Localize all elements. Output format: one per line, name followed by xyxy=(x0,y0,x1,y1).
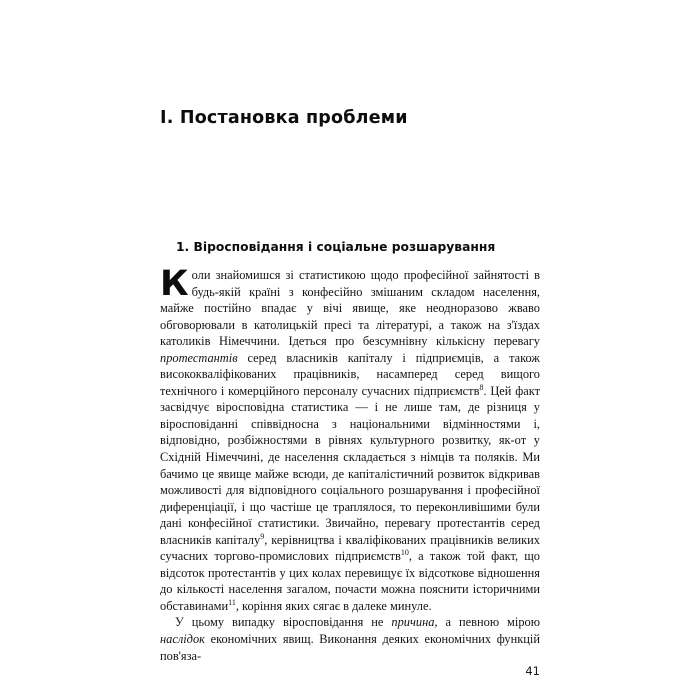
p1-text-a: оли знайомишся зі статистикою щодо професійної зайнятості в будь-якій країні з конфесійно змішаним складом населення, майже постійно впадає у вічі явище, яке неодноразово жваво обговорювали в католицькій пресі та літературі, а також на з'їздах католиків Німеччини. Ідеться про безсумнівну кількісну перевагу xyxy=(160,268,540,349)
p1-italic-1: протестантів xyxy=(160,350,238,365)
footnote-ref-11: 11 xyxy=(228,597,236,607)
p2-italic-2: наслідок xyxy=(160,632,205,647)
body-text xyxy=(160,264,541,664)
footnote-ref-8: 8 xyxy=(479,382,484,392)
page-number: 41 xyxy=(525,664,540,678)
p1-text-d: , керівництва і кваліфікованих працівників великих сучасних торгово-промислових підприємств xyxy=(160,532,541,564)
p1-text-c: . Цей факт засвідчує віросповідна статистика — і не лише там, де різниця у віросповіданні співвідносна з національними відмінностями і, відповідно, розбіжностями в рівнях культурного розвитку, як-от у Східній Німеччині, де населення складається з німців та поляків. Ми бачимо це явище майже всюди, де капіталістичний розвиток відкривав можливості для відповідного соціального розшарування і професійної диференціації, і що частіше це траплялося, то переконливішими були дані конфесійної статистики. Звичайно, перевагу протестантів серед власників капіталу xyxy=(160,383,541,547)
footnote-ref-9: 9 xyxy=(260,531,265,541)
paragraph-1 xyxy=(160,264,541,614)
paragraph-2 xyxy=(160,614,540,664)
p2-text-b: , а певною мірою xyxy=(434,615,540,630)
page-content xyxy=(160,0,540,664)
p2-text-a: У цьому випадку віросповідання не xyxy=(175,615,392,630)
chapter-title: I. Постановка проблеми xyxy=(160,108,408,128)
p1-text-e: , а також той факт, що відсоток протестантів у цих колах перевищує їх відсоткове відношення до кількості населення загалом, почасти можна пояснити історичними обставинами xyxy=(160,549,540,613)
drop-cap: К xyxy=(160,264,189,304)
p2-text-c: економічних явищ. Виконання деяких економічних функцій пов'яза- xyxy=(160,632,540,663)
p1-text-b: серед власників капіталу і підприємців, а також висококваліфікованих працівників, насамперед серед вищого технічного і комерційного персоналу сучасних підприємств xyxy=(160,350,540,398)
p1-text-f: , коріння яких сягає в далеке минуле. xyxy=(235,598,432,613)
section-title: 1. Віросповідання і соціальне розшарування xyxy=(176,240,496,254)
p2-italic-1: причина xyxy=(391,615,435,630)
footnote-ref-10: 10 xyxy=(400,548,409,558)
